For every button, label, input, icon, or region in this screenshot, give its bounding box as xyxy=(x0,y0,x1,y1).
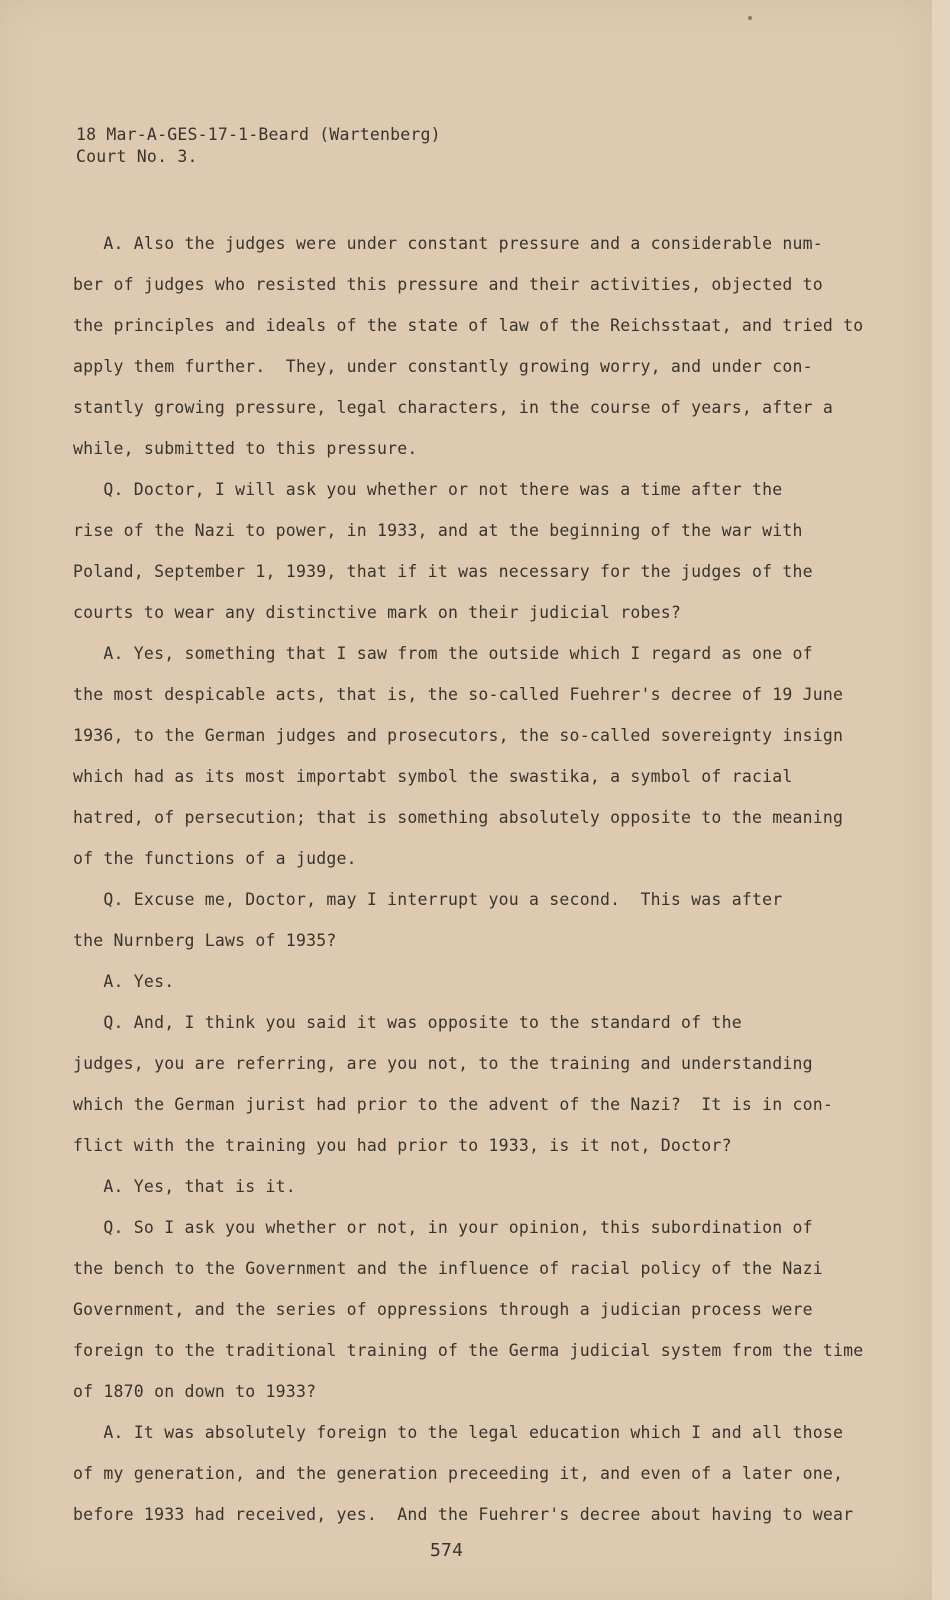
transcript-line: the Nurnberg Laws of 1935? xyxy=(73,931,337,950)
transcript-line: the principles and ideals of the state of law of the Reichsstaat, and tried to xyxy=(73,316,864,335)
transcript-line: A. Also the judges were under constant pressure and a considerable num- xyxy=(73,234,823,253)
transcript-line: of 1870 on down to 1933? xyxy=(73,1382,317,1401)
transcript-line: ber of judges who resisted this pressure and their activities, objected to xyxy=(73,275,823,294)
transcript-line: judges, you are referring, are you not, to the training and understanding xyxy=(73,1054,813,1073)
transcript-line: A. Yes, that is it. xyxy=(73,1177,296,1196)
document-header xyxy=(76,124,441,168)
transcript-line: rise of the Nazi to power, in 1933, and at the beginning of the war with xyxy=(73,521,803,540)
transcript-line: the most despicable acts, that is, the so-called Fuehrer's decree of 19 June xyxy=(73,685,844,704)
transcript-line: Q. So I ask you whether or not, in your opinion, this subordination of xyxy=(73,1218,813,1237)
transcript-line: the bench to the Government and the influence of racial policy of the Nazi xyxy=(73,1259,823,1278)
transcript-line: A. Yes, something that I saw from the outside which I regard as one of xyxy=(73,644,813,663)
transcript-line: stantly growing pressure, legal characters, in the course of years, after a xyxy=(73,398,834,417)
transcript-line: of my generation, and the generation preceeding it, and even of a later one, xyxy=(73,1464,844,1483)
transcript-line: foreign to the traditional training of the Germa judicial system from the time xyxy=(73,1341,864,1360)
transcript-line: Government, and the series of oppressions through a judician process were xyxy=(73,1300,813,1319)
transcript-line: Q. Doctor, I will ask you whether or not there was a time after the xyxy=(73,480,783,499)
transcript-line: A. Yes. xyxy=(73,972,175,991)
transcript-line: apply them further. They, under constantly growing worry, and under con- xyxy=(73,357,813,376)
transcript-line: before 1933 had received, yes. And the Fuehrer's decree about having to wear xyxy=(73,1505,854,1524)
transcript-line: Q. And, I think you said it was opposite to the standard of the xyxy=(73,1013,742,1032)
transcript-line: while, submitted to this pressure. xyxy=(73,439,418,458)
transcript-line: 1936, to the German judges and prosecutors, the so-called sovereignty insign xyxy=(73,726,844,745)
paper-speck xyxy=(748,16,752,20)
transcript-line: Q. Excuse me, Doctor, may I interrupt you a second. This was after xyxy=(73,890,783,909)
transcript-line: of the functions of a judge. xyxy=(73,849,357,868)
transcript-line: which the German jurist had prior to the advent of the Nazi? It is in con- xyxy=(73,1095,834,1114)
transcript-line: which had as its most importabt symbol the swastika, a symbol of racial xyxy=(73,767,793,786)
scan-border xyxy=(932,0,950,1600)
page-number: 574 xyxy=(430,1540,464,1561)
transcript-line: courts to wear any distinctive mark on their judicial robes? xyxy=(73,603,682,622)
transcript-line: Poland, September 1, 1939, that if it was necessary for the judges of the xyxy=(73,562,813,581)
transcript-line: flict with the training you had prior to 1933, is it not, Doctor? xyxy=(73,1136,732,1155)
transcript-line: hatred, of persecution; that is something absolutely opposite to the meaning xyxy=(73,808,844,827)
transcript-body xyxy=(73,223,893,1535)
header-session-line: 18 Mar-A-GES-17-1-Beard (Wartenberg) xyxy=(76,125,441,144)
transcript-line: A. It was absolutely foreign to the legal education which I and all those xyxy=(73,1423,844,1442)
header-court-line: Court No. 3. xyxy=(76,147,198,166)
